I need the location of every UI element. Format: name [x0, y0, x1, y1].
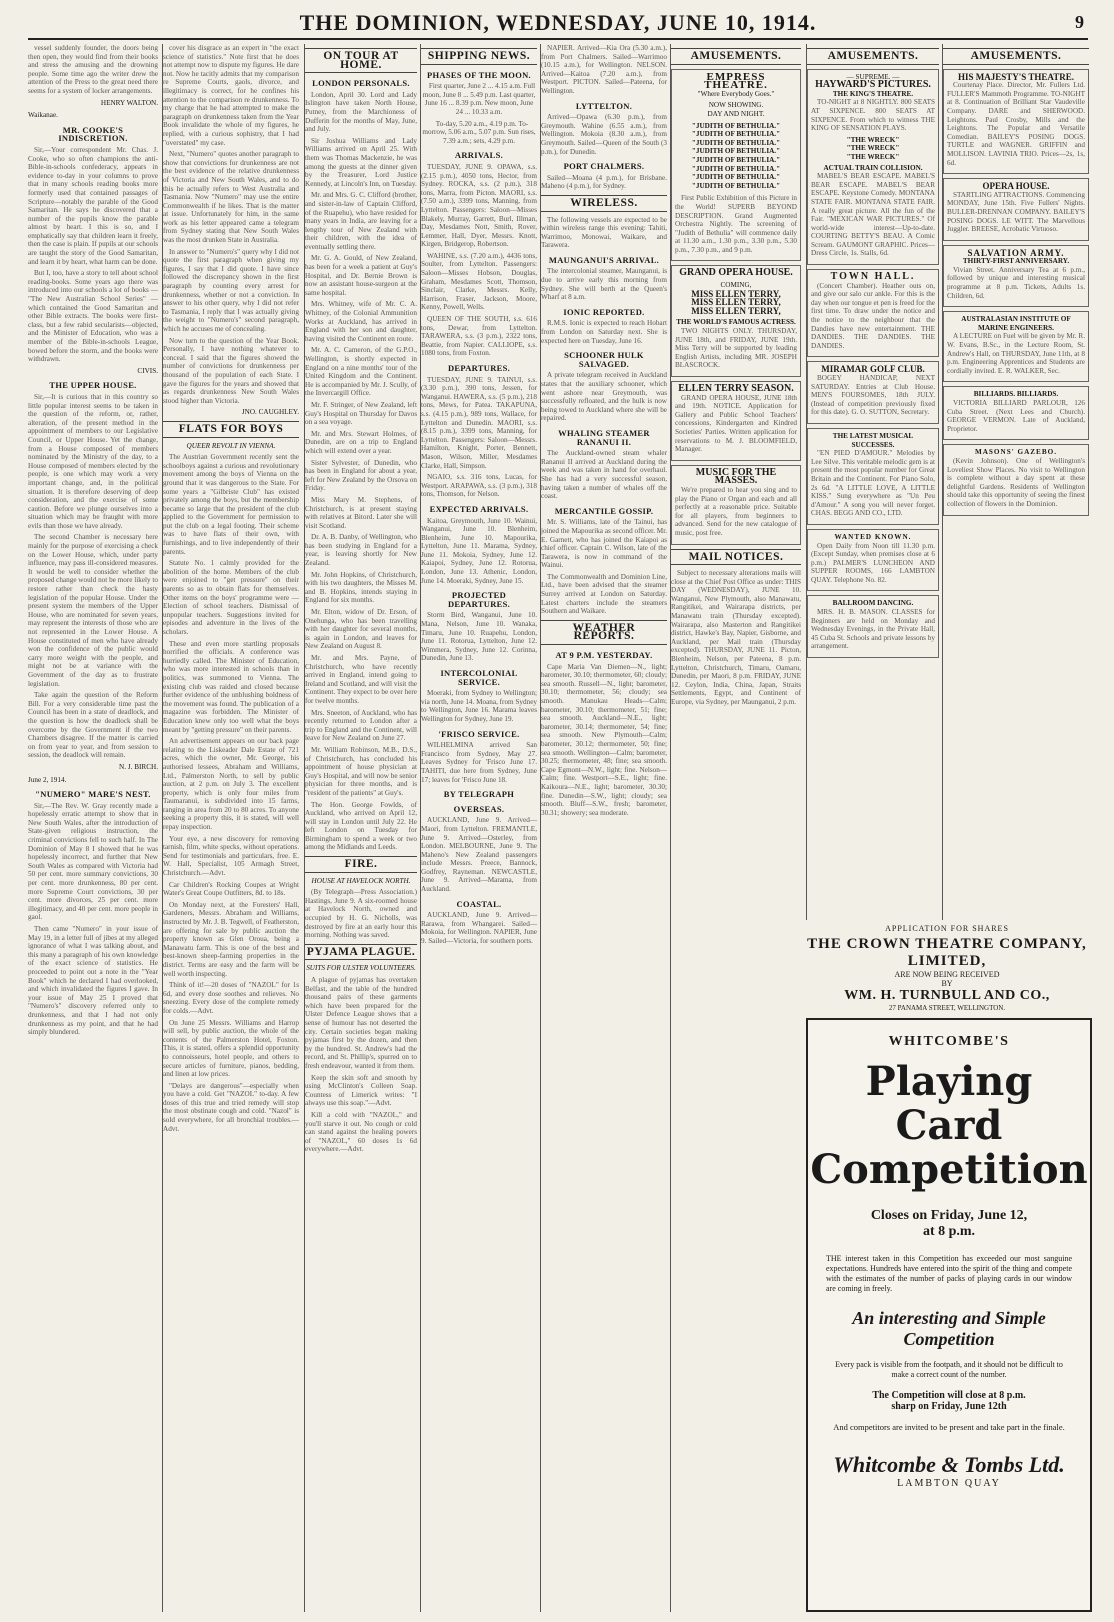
advertisement-masons [943, 444, 1089, 515]
article-text: Sir,—It is curious that in this country so little popular interest seems to be taken in the question of the reform, or, rather, alteration, of the present method in the appointment of members to our Legislative Council, or Upper House. Yet the change, from a House composed of members nominated by the Ministry of the day, to a House composed of members elected by the people, is one which may work a very important change, and, in the political situation. It is therefore deserving of deep consideration, and the exercise of some caution. Before we plunge ourselves into a situation which may be fraught with more evils than those we have already. [28, 392, 158, 530]
ad-feature: "THE WRECK" [846, 152, 900, 161]
article-text: Mr. S. Williams, late of the Tainui, has joined the Mapourika as second officer. Mr. E. Garnett, who has joined the Kaiapoi as chief officer. Captain C. Wilson, late of the Tarawera, is now in command of the Wainui. [541, 518, 667, 570]
article-heading: "NUMERO" MARE'S NEST. [35, 789, 151, 800]
ad-title: TOWN HALL. [830, 271, 916, 283]
advertisement-musical-successes [807, 428, 939, 525]
advertisement-ballroom [807, 595, 939, 658]
ad-star: MISS ELLEN TERRY, [691, 297, 781, 308]
article-text: TUESDAY, JUNE 9. OPAWA, s.s. (2.15 p.m.), 4050 tons, Hector, from Sydney. ROCKA, s.s. (2 p.m.), 318 tons, Marra, from Picton. MAORI, s.s. (7.50 a.m.), 3399 tons, Manning, from Lyttelton. Passengers: Saloon—Misses Blakely, Murray, Garrett, Burl, Illman, Day, Mesdames Nott, Smith, Rover, Lemmer, Hall, Dyer, Messrs. Knott, Kirgen, Bridgerop, Robertson. [421, 162, 537, 249]
ad-tagline: "Where Everybody Goes." [697, 89, 775, 98]
article-text: vessel suddenly founder, the doors being then open, they would find from their books and stress the amusing and the drowning people. Some time ago the writer drew the attention of the Press to the great need there seems for a system of locker arrangements. [28, 44, 158, 95]
ad-title: BILLIARDS. BILLIARDS. [973, 390, 1059, 399]
ad-text: MABEL'S BEAR ESCAPE. MABEL'S BEAR ESCAPE. MABEL'S BEAR ESCAPE. Keystone Comedy. MONTANA STATE FAIR. MONTANA STATE FAIR. A really great picture. All the fun of the Fair. "MEXICAN WAR PICTURES." Of world-wide interest—Up-to-date. COURTING BETTY'S BEAU. A Comic Scream. GAUMONT GRAPHIC. Prices—Dress Circle, 1s. Stalls, 6d. [811, 172, 935, 258]
ad-subheadline: An interesting and Simple Competition [852, 1308, 1046, 1349]
article-text: Car Children's Rocking Coupes at Wright Water's Great Coupe Outfitters, 8d. to 18s. [163, 880, 299, 898]
ad-title: WANTED KNOWN. [834, 532, 912, 541]
article-text: R.M.S. Ionic is expected to reach Hobart from London on Saturday next. She is expected here on Tuesday, June 16. [541, 319, 667, 345]
article-text: Mr. and Mrs. G. C. Clifford (brother, and sister-in-law of Captain Clifford, of the Ruapehu), who have resided for many years in India, are leaving for a lengthy tour of New Zealand with their children, with the idea of eventually settling there. [305, 191, 417, 251]
section-subheading: SCHOONER HULK SALVAGED. [564, 350, 644, 369]
article-text: London, April 30. Lord and Lady Islington have taken North House, Putney, from the Marchioness of Dufferin for the months of May, June, and July. [305, 90, 417, 134]
ad-brand: WHITCOMBE'S [888, 1034, 1010, 1049]
ad-line: COMING, [720, 281, 752, 290]
article-text: Subject to necessary alterations mails will close at the Chief Post Office as under: THIS DAY (WEDNESDAY), JUNE 10. Wanganui, New Plymouth, also Manawatu, Rangitikei, and Wairarapa districts, per Manawatu train (Thursday excepted). Wairarapa, also Masterton and Rangitikei district, Hawke's Bay, Napier, Gisborne, and Auckland, per Mail train (Thursday excepted). THURSDAY, JUNE 11. Picton, Blenheim, Nelson, per Pateena, 8 p.m. Lyttelton, Christchurch, Timaru, Oamaru, Dunedin, per Maori, 8 p.m. FRIDAY, JUNE 12. Ceylon, India, China, Japan, Straits Settlements, Egypt, and Continent of Europe, via Sydney, per Maunganui, 2 p.m. [671, 569, 801, 706]
column-2 [162, 44, 299, 1612]
letter-date: June 2, 1914. [28, 775, 67, 784]
article-text: Your eye, a new discovery for removing tarnish, film, white specks, without operations. Send for testimonials and particulars, free. E. W. Hall, Specialist, 105 Armagh Street, Christchurch.—Advt. [163, 834, 299, 878]
ad-text: Courtenay Place. Director, Mr. Fullers Ltd. FULLER'S Mammoth Programme. TO-NIGHT at 8. Continuation of Brilliant Star Vaudeville Company. DARE and SHERWOOD. Leightons. Paul Crosby, Mills and the Leightons. The Popular and Versatile Comedian. BAILEY'S POSING DOGS. TURTLE and WAGNER. GRIFFIN and MOLLISON. LAVINIA TRIO. Prices—2s, 1s, 6d. [947, 81, 1085, 167]
ad-feature: "JUDITH OF BETHULIA." [691, 147, 781, 156]
ad-title: MUSIC FOR THE MASSES. [695, 466, 777, 487]
section-heading: AMUSEMENTS. [943, 48, 1089, 65]
section-subheading: INTERCOLONIAL SERVICE. [440, 668, 518, 687]
ad-title: MIRAMAR GOLF CLUB. [821, 364, 925, 375]
section-subheading: DEPARTURES. [447, 363, 511, 373]
ad-tagline: — SUPREME. — [846, 72, 900, 81]
letter-signature: HENRY WALTON. [100, 98, 158, 107]
article-text: AUCKLAND, June 9. Arrived—Rarawa, from Whangarei. Sailed—Mokoia, for Wellington. NAPIER, June 9. Sailed—Victoria, for southern ports. [421, 911, 537, 946]
advertisement-opera-house [671, 265, 801, 377]
article-text: The Hon. George Fowlds, of Auckland, who arrived on April 12, will stay in London until July 22. He left London on Tuesday for Birmingham to spend a week or two among the Midlands and Leeds. [305, 800, 417, 852]
ad-address: LAMBTON QUAY [897, 1478, 1001, 1489]
article-text: Statute No. 1 calmly provided for the abolition of the home. Members of the club were enjoined to "get pressure" on their parents so as to obtain flats for themselves. Other items on the boys' programme were — Election of school teachers. Dismissal of unpopular teachers. Suggestions invited for episodes and adventure in the lives of the scholars. [163, 559, 299, 636]
ad-line: DAY AND NIGHT. [707, 109, 765, 118]
article-text: Miss Mary M. Stephens, of Christchurch, is at present staying with relatives at Bitord. Later she will visit Scotland. [305, 495, 417, 530]
advertisement-haywards [807, 69, 939, 265]
ad-body: THE interest taken in this Competition has exceeded our most sanguine expectations. Hundreds have entered into the spirit of the thing and compete with the estimates of the number of packs of playing cards in our window are coming in freely. [826, 1254, 1072, 1293]
article-text: The following vessels are expected to be within wireless range this evening: Tahiti, Warrimoo, Monowai, Waikare, and Tarawera. [541, 215, 667, 250]
article-text: (By Telegraph—Press Association.) Hastings, June 9. A six-roomed house at Havelock North, owned and occupied by H. G. Nicholls, was destroyed by fire at an early hour this morning. Nothing was saved. [305, 888, 417, 940]
article-text: Cape Maria Van Diemen—N., light; barometer, 30.10; thermometer, 60; cloudy; sea smooth. Russell—N., light; barometer, 30.10; thermometer, 56; cloudy; sea smooth. Manukau Heads—Calm; barometer, 30.10; thermometer, 51; fine; sea smooth. Auckland—N.E., light; barometer, 30.14; thermometer, 54; fine; sea smooth. New Plymouth—Calm; barometer, 30.12; thermometer, 50; fine; sea smooth. Wellington—Calm; barometer, 30.25; thermometer, 48; fine; sea smooth. Cape Egmont—N.W., light; fine. Nelson—Calm; fine. Westport—S.E., light; fine. Kaikoura—N.E., light; barometer, 30.30; fine. Dunedin—S.W., light; cloudy; sea smooth. Bluff—S.W., fresh; barometer, 30.31; showery; sea moderate. [541, 662, 667, 817]
ad-feature: "JUDITH OF BETHULIA." [691, 173, 781, 182]
column-7 [806, 44, 939, 920]
article-text: Kaitoa, Greymouth, June 10. Wainui, Wanganui, June 10. Blenheim, Blenheim, June 10. Mapourika, Lyttelton, June 11. Marama, Sydney, June 11. Mokoia, Sydney, June 12. Kaiapoi, Sydney, June 12. Rotorua, London, June 13. Athenic, London, June 14. Moeraki, Sydney, June 15. [421, 516, 537, 585]
article-text: Dr. A. B. Danby, of Wellington, who has been studying in England for a year, is leaving shortly for New Zealand. [305, 533, 417, 568]
ad-text: MRS. H. B. MASON. CLASSES for Beginners are held on Monday and Wednesday Evenings, in the Private Hall, 45 Cuba St. Schools and private lessons by arrangement. [811, 608, 935, 651]
advertisement-empress [671, 69, 801, 262]
advertisement-miramar-golf [807, 361, 939, 424]
ad-closing-date: Closes on Friday, June 12, [870, 1208, 1028, 1223]
section-subheading: ARRIVALS. [454, 150, 504, 161]
article-text: To-day, 5.20 a.m., 4.19 p.m. To-morrow, 5.06 a.m., 5.07 p.m. Sun rises, 7.39 a.m.; sets, 4.29 p.m. [422, 119, 536, 145]
section-subheading: LYTTELTON. [575, 100, 633, 111]
article-text: The second Chamber is necessary here mainly for the purpose of exercising a check on the Lower House, which, under party influence, may pass ill-considered measures. It would be well to consider whether the proposed change would not be more likely to restore rather than check the hasty legislation of the popular House. Under the present system the members of the Upper House, who are nominated for seven years, may represent the interests of those who are not represented in the Lower House. A House constituted of men who have already won the confidence of the public would carry more weight with the people, and might not be at variance with the Government of the day as to frustrate legislation. [28, 533, 158, 688]
article-text: "Delays are dangerous"—especially when you have a cold. Get "NAZOL" to-day. A few doses of this true and tried remedy will stop the most obstinate cough and cold. "Nazol" is sold everywhere, for all bronchial troubles.—Advt. [163, 1081, 299, 1133]
ad-closing-time: at 8 p.m. [922, 1224, 976, 1239]
article-text: NGAIO, s.s. 316 tons, Lucas, for Westport. ARAPAWA, s.s. (3 p.m.), 318 tons, Thomson, for Nelson. [421, 473, 537, 499]
ad-feature: "JUDITH OF BETHULIA." [691, 138, 781, 147]
section-subheading: MAUNGANUI'S ARRIVAL. [548, 254, 660, 265]
ad-text: BOGEY HANDICAP, NEXT SATURDAY. Entries at Club House. MEN'S FOURSOMES, 18th JULY. (Instead of competition previously fixed for this date). G. O. SUTTON, Secretary. [811, 374, 935, 417]
page-title: THE DOMINION, WEDNESDAY, JUNE 10, 1914. [299, 10, 817, 35]
ad-title: SALVATION ARMY. [967, 247, 1065, 258]
section-subheading: PROJECTED DEPARTURES. [447, 590, 511, 609]
ad-feature: "THE WRECK" [846, 135, 900, 144]
ad-text: First Public Exhibition of this Picture in the World! SUPERB BEYOND DESCRIPTION. Grand Augmented Orchestra Nightly. The screening of "Judith of Bethulia" will commence daily at 11.30 a.m., 1.30 p.m., 3.30 p.m., 5.30 p.m., 7.30 p.m., and 9 p.m. [675, 194, 797, 254]
article-text: Sir,—Your correspondent Mr. Chas. J. Cooke, who so often champions the anti-Bible-in-schools confederacy, appears in evidence to-day in your columns to prove that in many schools reading books more formerly used that contained passages of Scripture—notably the parable of the Good Samaritan. He says he discovered that a number of the pupils know the parable almost by heart. I this is so, and I emphatically say that children learn it freely, then the case is plain. If pupils at our schools are taught the story of the Good Samaritan, and learn it by heart, what harm can be done. [28, 145, 158, 266]
article-text: Mr. A. C. Cameron, of the G.P.O., Wellington, is shortly expected in England on a nine months' tour of the United Kingdom and the Continent. He is accompanied by Mr. J. Scully, of the Invercargill Office. [305, 346, 417, 398]
article-text: These and even more startling proposals horrified the officials. A conference was hurriedly called. The Minister of Education, who was more interested in schools than in politics, was summoned to Vienna. The existing club was raided and closed because further evidence of the unblushing boldness of the movement was found. The publication of a magazine was forbidden. The Minister of Education knew only too well what the boys meant by "getting pressure" on their parents. [163, 639, 299, 734]
ad-title: THE CROWN THEATRE COMPANY, [807, 936, 1087, 952]
ad-text: Vivian Street. Anniversary Tea at 6 p.m., followed by unique and interesting musical programme at 8 p.m. Tickets, Adults 1s. Children, 6d. [947, 265, 1085, 300]
article-text: cover his disgrace as an expert in "the exact science of statistics." Note first that he does not attempt now to dispute my figures. He dare not. Now he tacitly admits that my comparison re Supreme Courts, gaols, divorce, and illegitimacy is correct, for he confines his attention to the comparison re drunkenness. To my charge that he had attempted to make the paragraph on drunkenness taken from the Year Book invalidate the whole of my figures, he replied, with a curious sophistry, that I had "overstated" my case. [163, 44, 299, 147]
section-subheading: IONIC REPORTED. [563, 306, 645, 317]
article-text: NAPIER. Arrived—Kia Ora (5.30 a.m.), from Port Chalmers. Sailed—Warrimoo (10.15 a.m.), for Wellington. NELSON. Arrived—Kaitoa (7.20 a.m.), from Westport. PICTON. Sailed—Pateena, for Wellington. [541, 44, 667, 95]
ad-line: BY [941, 979, 953, 988]
article-text: The Austrian Government recently sent the schoolboys against a curious and revolutionary movement among the boys of Vienna on the ground that it was dangerous to the State. For some years a "Gilbriste Club" has existed privately among the boys, but the membership became so large that the president of the club applied to the Government for permission to put the club on a legal footing. Their scheme was to have flats of their own, with furnishings, and to live independently of their parents. [163, 453, 299, 556]
ad-line: ARE NOW BEING RECEIVED [894, 970, 1000, 979]
article-text: The Auckland-owned steam whaler Rananui II arrived at Auckland during the week and was taken in hand for overhaul. She has had a very successful season, having taken a number of whales off the coast. [541, 449, 667, 501]
advertisement-town-hall [807, 269, 939, 357]
ad-text: TO-NIGHT at 8 NIGHTLY. 800 SEATS AT SIXPENCE. 800 SEATS AT SIXPENCE. From which to witness THE KING OF SENSATION PLAYS. [811, 98, 935, 133]
ad-title: LIMITED, [907, 953, 987, 969]
article-heading: WEATHER REPORTS. [541, 620, 667, 645]
article-text: WILHELMINA arrived San Francisco from Sydney, May 27. Leaves Sydney for 'Frisco June 17. TAHITI, due here from Sydney, June 17; leaves for 'Frisco June 18. [421, 741, 537, 784]
ad-body: Every pack is visible from the footpath, and it should not be difficult to make a correct count of the number. [835, 1360, 1063, 1379]
section-heading: AMUSEMENTS. [671, 48, 801, 65]
article-text: AUCKLAND, June 9. Arrived—Maori, from Lyttelton. FREMANTLE, June 9. Arrived—Osterley, from London. MELBOURNE, June 9. The Maheno's New Zealand passengers include Messrs. Preece, Bannock, Godfrey, Rayneman. NEWCASTLE, June 9. Arrived—Marama, from Auckland. [421, 816, 537, 894]
article-text: Mr. F. Stringer, of New Zealand, left Guy's Hospital on Thursday for Davos on a sea voyage. [305, 400, 417, 427]
ad-body: And competitors are invited to be present and take part in the finale. [833, 1422, 1065, 1432]
ad-address: 27 PANAMA STREET, WELLINGTON. [888, 1004, 1006, 1012]
section-subheading: EXPECTED ARRIVALS. [429, 503, 529, 514]
article-text: Kill a cold with "NAZOL," and you'll starve it out. No cough or cold can stand against the healing powers of "NAZOL," 60 doses 1s 6d everywhere.—Advt. [305, 1110, 417, 1154]
ad-title: THE LATEST MUSICAL SUCCESSES. [832, 431, 914, 449]
article-text: Now turn to the question of the Year Book. Personally, I have nothing whatever to conceal. I said that the figures showed the number of convictions for drunkenness per thousand of the population of each State. I gave the figures for the years and showed that as regards drunkenness New South Wales stood higher than Victoria. [163, 336, 299, 405]
ad-title: AUSTRALASIAN INSTITUTE OF MARINE ENGINEERS. [961, 315, 1071, 332]
column-8 [942, 44, 1089, 920]
advertisement-ellen-terry [671, 381, 801, 461]
section-subheading: BY TELEGRAPH [443, 789, 515, 800]
ad-text: A LECTURE on Fuel will be given by Mr. R. W. Evans, B.Sc., in the Lecture Room, St. Andrew's Hall, on THURSDAY, June 11th, at 8 p.m. Engineering Apprentices and Students are cordially invited. E. R. WALKER, Sec. [947, 332, 1085, 375]
ad-emphasis: The Competition will close at 8 p.m. [872, 1390, 1026, 1401]
article-text: Sir,—The Rev. W. Gray recently made a hopelessly erratic attempt to show that in New South Wales, after the introduction of State-given religious instruction, the criminal convictions fell to such half. In The Dominion of May 8 I showed that he was hopelessly incorrect, and further that New South Wales as compared with Victoria had 50 per cent. more summary convictions, 30 per cent. more drunkenness, 80 per cent. more Supreme Court convictions, 30 per cent. more divorces, 25 per cent. more illegitimacy, and 40 per cent. more people in gaol. [28, 801, 158, 922]
ad-title: BALLROOM DANCING. [832, 599, 914, 608]
page-number: 9 [1075, 12, 1084, 32]
article-text: On June 25 Messrs. Williams and Harrop will sell, by public auction, the whole of the contents of the Palmerston Hotel, Foxton. This, it is stated, offers a splendid opportunity to connoisseurs, hotel people, and others to secure articles of furniture, pianos, bedding, and linen at low prices. [163, 1018, 299, 1079]
article-text: Mr. G. A. Gould, of New Zealand, has been for a week a patient at Guy's Hospital, and Dr. Bernie Brown is now an assistant house-surgeon at the same hospital. [305, 254, 417, 297]
ad-feature: "JUDITH OF BETHULIA." [691, 164, 781, 173]
letter-signature: JNO. CAUGHLEY. [241, 408, 299, 417]
article-text: But I, too, have a story to tell about school reading-books. Some years ago there was introduced into our schools a lot of books — "The New Australian School Series" — which contained the Good Samaritan and other Bible extracts. The books were first-class, but a few rabid secularists—objected, and the Minister of Education, who was a member of the Bible-in-schools League, bowed before the storm, and the books were withdrawn. [28, 269, 158, 364]
article-text: Think of it!—20 doses of "NAZOL" for 1s 6d, and every dose soothes and relieves. No sneezing. Every dose of the complete remedy for colds.—Advt. [163, 981, 299, 1015]
ad-company: Whitcombe & Tombs Ltd. [833, 1452, 1065, 1477]
ad-text: TWO NIGHTS ONLY. THURSDAY, JUNE 18th, and FRIDAY, JUNE 19th. Miss Terry will be supported by leading English Artists, including MR. JOSEPH BLASCROCK. [675, 327, 797, 370]
ad-venue: THE KING'S THEATRE. [832, 89, 914, 98]
ad-feature: "JUDITH OF BETHULIA." [691, 130, 781, 139]
article-heading: WIRELESS. [541, 195, 667, 212]
ad-text: (Concert Chamber). Heather outs on, and give our salo cur ankle. For this is the day when our tongue et pen is freed for the first time. To draw under the notice and the notice to the neighbour that the Dandies have new entertainment. THE DANDIES. THE DANDIES. THE DANDIES. [811, 281, 935, 350]
article-heading: THE UPPER HOUSE. [49, 380, 137, 391]
advertisement-marine-engineers [943, 311, 1089, 382]
ad-text: We're prepared to hear you sing and to play the Piano or Organ and each and all perfectly at a reasonable price. Suitable for all players, from beginners to advanced. Send for the new catalogue of music, post free. [675, 485, 797, 537]
article-text: Keep the skin soft and smooth by using McClinton's Colleen Soap. Countess of Limerick writes: "I always use this soap."—Advt. [305, 1073, 417, 1108]
article-text: Take again the question of the Reform Bill. For a very considerable time past the Council has been in a state of deadlock, and the question is how the deadlock shall be overcome by the Government if the two Chambers disagree. If the matter is carried on from year to year, and from session to session, the deadlock will remain. [28, 691, 158, 760]
advertisement-wanted-known [807, 529, 939, 592]
article-text: WAHINE, s.s. (7.20 a.m.), 4436 tons, Soulter, from Lyttelton. Passengers: Saloon—Misses Hobson, Douglas, Graham, Mesdames Scott, Thomson, Sinclair, Clarke, Messrs. Kelly, Harrison, Fraser, Jackson, Moore, Kenny, Powell, Wells. [421, 251, 537, 312]
ad-headline: Playing Card Competition [810, 1058, 1088, 1193]
ad-subtitle: THIRTY-FIRST ANNIVERSARY. [962, 257, 1070, 266]
article-text: Mrs. Sneeton, of Auckland, who has recently returned to London after a trip to England and the Continent, will leave for New Zealand on June 27. [305, 708, 417, 743]
section-subheading: PHASES OF THE MOON. [427, 69, 531, 80]
ad-text: (Kevin Johnson). One of Wellington's Loveliest Show Places. No visit to Wellington is complete without a day spent at these delightful Gardens. Residents of Wellington should take this opportunity of seeing the finest collection of flowers in the Dominion. [947, 456, 1085, 508]
section-heading: AMUSEMENTS. [807, 48, 939, 65]
ad-star: MISS ELLEN TERRY, [691, 305, 781, 316]
article-text: QUEEN OF THE SOUTH, s.s. 616 tons, Dewar, from Lyttelton. TARAWERA, s.s. (3 p.m.), 2322 tons, Beattie, from Napier. CALLIOPE, s.s. 1080 tons, from Foxton. [421, 315, 537, 358]
section-subheading: WHALING STEAMER RANANUI II. [558, 427, 650, 447]
advertisement-crown-theatre [806, 924, 1088, 1014]
column-1 [28, 44, 158, 1612]
article-text: Sister Sylvester, of Dunedin, who has been in England for about a year, left for New Zealand by the Orsova on Friday. [305, 458, 417, 493]
ad-feature: "JUDITH OF BETHULIA." [691, 121, 781, 130]
article-text: Storm Bird, Wanganui, June 10. Mana, Nelson, June 10. Wanaka, Timaru, June 10. Ruapehu, London, June 11. Rotorua, Lyttelton, June 12. Wimmera, Sydney, June 12. Corinna, Dunedin, June 13. [421, 611, 537, 663]
article-text: First quarter, June 2 ... 4.15 a.m. Full moon, June 8 ... 5.49 p.m. Last quarter, June 16 ... 8.39 p.m. New moon, June 24 ... 10.33 a.m. [422, 82, 536, 116]
ad-subtitle: THE WORLD'S FAMOUS ACTRESS. [676, 318, 796, 327]
section-subheading: MERCANTILE GOSSIP. [554, 505, 654, 516]
article-text: Then came "Numero" in your issue of May 19, in a letter full of jibes at my alleged ignorance of what I was talking about, and this many a paragraph of his own knowledge of the exact science of statistics. He proceeded to point out a note in the "Year Book" which he declared I had overlooked, and which invalidated the figures I gave. In your issue of May 25 I proved that "Numero's" discovery referred only to drunkenness, and that I had not only drunkenness as my point, and that he had simply blundered. [28, 925, 158, 1037]
letter-signature: N. J. BIRCH. [119, 762, 158, 771]
article-text: Mr. William Robinson, M.B., D.S., of Christchurch, has concluded his appointment of house physician at Guy's Hospital, and will now be senior physician for three months, and is "resident of the patients" at Guy's. [305, 745, 417, 797]
article-text: A private telegram received in Auckland states that the auxiliary schooner, which went ashore near Greymouth, was successfully refloated, and the hulk is now being towed to Auckland where she will be repaired. [541, 371, 667, 423]
article-subheading: LONDON PERSONALS. [312, 78, 410, 89]
advertisement-salvation-army [943, 245, 1089, 308]
advertisement-opera-house-2 [943, 178, 1089, 241]
column-4 [420, 44, 537, 1612]
ad-text: GRAND OPERA HOUSE, JUNE 18th and 19th. NOTICE. Application for Gallery and Public School Teachers' concessions, Kindergarten and Kindred Societies' Parties. Written application for reservations to M. J. BLOOMFIELD, Manager. [675, 393, 797, 454]
masthead [28, 8, 1088, 40]
section-subheading: PORT CHALMERS. [563, 161, 645, 172]
ad-title: HIS MAJESTY'S THEATRE. [958, 71, 1074, 82]
article-text: An advertisement appears on our back page relating to the Liskeader Dale Estate of 721 acres, which the owner, Mr. George, his authorised lessees, Abraham and Williams, Ltd., Palmerston North, to sell by public auction, at 2 p.m. on July 3. The excellent property, which is only four miles from Taumaranui, is subdivided into 15 farms, ranging in area from 20 to 80 acres. To anyone seeking a property this, it is stated, will well repay inspection. [163, 737, 299, 832]
section-subheading: OVERSEAS. [453, 803, 505, 814]
ad-feature: "JUDITH OF BETHULIA." [691, 181, 781, 190]
article-text: Sailed—Moana (4 p.m.), for Brisbane. Maheno (4 p.m.), for Sydney. [541, 173, 667, 191]
column-5 [540, 44, 667, 1612]
article-text: In answer to "Numero's" query why I did not quote the first paragraph when giving my figures, I say that I did quote. I have since followed the discrepancy shown in the first paragraph by counting every arrest for drunkenness, whether or not a conviction. In answer to his other query, why I did not refer to Tasmania, I reply that I was actually giving the weight to "Numero's" second paragraph, which he accuses me of concealing. [163, 247, 299, 333]
section-subheading: 'FRISCO SERVICE. [438, 728, 520, 739]
ad-text: Open Daily from Noon till 11.30 p.m. (Except Sunday, when premises close at 6 p.m.) PALMER'S LUNCHEON AND SUPPER ROOMS, 166 LAMBTON QUAY. Telephone No. 82. [811, 541, 935, 584]
ad-text: "EN PIED D'AMOUR." Melodies by Lee Silve. This veritable melodic gem is at present the most popular number for Great Britain and the Continent. For Piano Solo, 2s 6d. "A LITTLE LOVE, A LITTLE KISS." Sung everywhere as "Un Peu d'Amour." A song you will never forget. CHAS. BEGG AND CO., LTD. [811, 449, 935, 518]
ad-title: OPERA HOUSE. [982, 181, 1050, 192]
advertisement-music [671, 465, 801, 545]
ad-title: MASONS' GAZEBO. [974, 448, 1058, 457]
ad-feature: "JUDITH OF BETHULIA." [691, 155, 781, 164]
ad-line: NOW SHOWING. [708, 101, 764, 110]
article-text: Sir Joshua Williams and Lady Williams arrived on April 25. With them was Thomas Mackenzie, he was among the guests at the dinner given by the Treasurer, Lord Justice Kennedy, at Lincoln's Inn, on Tuesday. [305, 136, 417, 188]
article-text: Moeraki, from Sydney to Wellington; via north, June 14. Moana, from Sydney to Wellington, June 16. Marama leaves Wellington for Sydney, June 19. [421, 689, 537, 723]
section-subheading: AT 9 P.M. YESTERDAY. [555, 650, 653, 661]
article-text: TUESDAY, JUNE 9. TAINUI, s.s. (3.30 p.m.), 390 tons, Jessen, for Wanganui. HAWERA, s.s. (5 p.m.), 218 tons, Mews, for Patea. TAKAPUNA, s.s. (4.15 p.m.), 989 tons, Wallace, for Lyttelton and Dunedin. MAORI, s.s. (8.15 p.m.), 3399 tons, Manning, for Lyttelton. Passengers: Saloon—Messrs. Hamilton, Knight, Porter, Bennett, Mason, Wilson, Miller, Mesdames Clarke, Hall, Simpson. [421, 375, 537, 470]
article-heading: SHIPPING NEWS. [421, 48, 537, 65]
article-text: Mr. and Mrs. Stewart Holmes, of Dunedin, are on a trip to England which will extend over a year. [305, 429, 417, 455]
article-text: The Commonwealth and Dominion Line, Ltd., have been advised that the steamer Surrey arrived at London on Saturday. Latest charters include the steamers Southern and Waikare. [541, 572, 667, 616]
article-heading: PYJAMA PLAGUE. [305, 944, 417, 961]
ad-text: VICTORIA BILLIARD PARLOUR, 126 Cuba Street. (Next Lees and Church). GEORGE VERMON. Late of Auckland, Proprietor. [947, 399, 1085, 433]
article-heading: MR. COOKE'S INDISCRETION. [58, 124, 128, 144]
ad-title: ELLEN TERRY SEASON. [678, 383, 794, 394]
advertisement-whitcombes [806, 1018, 1092, 1612]
article-heading: FLATS FOR BOYS [163, 421, 299, 438]
ad-title: HAYWARD'S PICTURES. [815, 79, 931, 91]
ad-note: ACTUAL TRAIN COLLISION. [823, 163, 923, 172]
article-text: Mr. John Hopkins, of Christchurch, with his two daughters, the Misses M. and B. Hopkins, intends staying in England for six months. [305, 570, 417, 605]
letter-signature: CIVIS. [137, 366, 158, 375]
ad-star: MISS ELLEN TERRY, [691, 288, 781, 299]
article-subheading: SUITS FOR ULSTER VOLUNTEERS. [306, 964, 416, 973]
article-text: Arrived—Opawa (6.30 p.m.), from Greymouth. Wahine (6.55 a.m.), from Wellington. Mokoia (8.30 a.m.), from Greymouth. Sailed—Queen of the South (3 p.m.), for Dunedin. [541, 113, 667, 156]
column-3 [304, 44, 417, 1612]
letter-place: Waikanae. [28, 111, 58, 120]
advertisement-his-majestys [943, 69, 1089, 175]
ad-emphasis: sharp on Friday, June 12th [891, 1401, 1007, 1412]
ad-title: GRAND OPERA HOUSE. [679, 267, 793, 279]
ad-company: WM. H. TURNBULL AND CO., [844, 988, 1050, 1003]
article-subheading: QUEER REVOLT IN VIENNA. [186, 441, 276, 450]
article-heading: FIRE. [305, 856, 417, 873]
ad-feature: "THE WRECK" [846, 144, 900, 153]
article-text: Mrs. Whitney, wife of Mr. C. A. Whitney, of the Colonial Ammunition Works at Auckland, has arrived in England with her son and daughter, having visited the Continent en route. [305, 300, 417, 343]
article-text: Next, "Numero" quotes another paragraph to show that convictions for drunkenness are not the best evidence of the relative drunkenness of Victoria and New South Wales, and to do this he actually refers to West Australia and Tasmania. Now "Numero" may use the entire Commonwealth if he likes. That is the matter at issue. Unfortunately for him, in the same work as his letter appeared came a telegram from Sydney stating that New South Wales was the most drunken State in Australia. [163, 150, 299, 245]
article-heading: ON TOUR AT HOME. [305, 48, 417, 73]
advertisement-billiards [943, 386, 1089, 440]
ad-title: EMPRESS THEATRE. [704, 70, 768, 92]
article-text: A plague of pyjamas has overtaken Belfast, and the table of the hundred thousand pairs of these garments which have been prepared for the Ulster Defence League shows that a sense of humour has not deserted the city. Certain societies began making pyjamas first by the dozen, and then by the hundred. St. Andrew's had the record, and St. Phillip's, spurred on to fresh endeavour, wanted it from them. [305, 976, 417, 1070]
section-heading: MAIL NOTICES. [671, 549, 801, 566]
article-text: Mr. Elton, widow of Dr. Erson, of Onehunga, who has been travelling with her daughter for several months, is again in London, and leaves for New Zealand on August 8. [305, 608, 417, 651]
column-6 [670, 44, 801, 1612]
article-subheading: HOUSE AT HAVELOCK NORTH. [311, 876, 411, 885]
article-text: The intercolonial steamer, Maunganui, is due to arrive early this morning from Sydney. She will berth at the Queen's Wharf at 8 a.m. [541, 267, 667, 302]
article-text: Mr. and Mrs. Payne, of Christchurch, who have recently arrived in England, intend going to Ireland and Scotland, and will visit the Continent. They expect to be over here for twelve months. [305, 654, 417, 705]
ad-line: APPLICATION FOR SHARES [885, 924, 1009, 933]
section-subheading: COASTAL. [456, 898, 502, 909]
article-text: On Monday next, at the Foresters' Hall, Gardeners, Messrs. Abraham and Williams, instructed by Mr. J. B. Tegwell, of Featherston, are offering for sale by public auction the property known as Glen Oroua, being a Manawatu farm. This is one of the best and best-known sheep-farming properties in the district. Terms are easy and the farm will be well worth inspecting. [163, 900, 299, 978]
ad-text: STARTLING ATTRACTIONS. Commencing MONDAY, June 15th. Five Fullers' Nights. BULLER-DRENNAN COMPANY. BAILEY'S POSING DOGS. LE WITT. The Marvellous Juggler. BREESE, Acrobatic Virtuoso. [947, 190, 1085, 234]
